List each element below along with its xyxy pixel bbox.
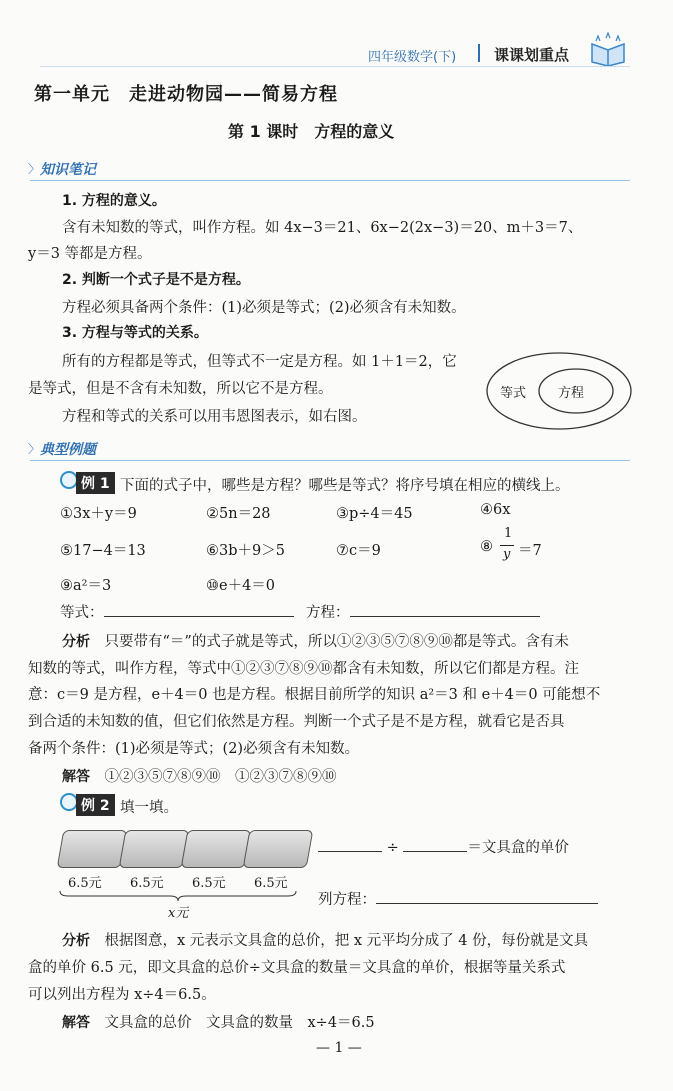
example-2-analysis-line-2: 盒的单价 6.5 元，即文具盒的总价÷文具盒的数量＝文具盒的单价，根据等量关系式 (28, 960, 566, 976)
example-2-analysis-label: 分析 (62, 933, 90, 949)
pencil-box-1 (57, 830, 128, 868)
section-examples-label: 典型例题 (40, 442, 96, 458)
note-3-line-1: 所有的方程都是等式，但等式不一定是方程。如 1＋1＝2，它 (62, 354, 457, 370)
fill-rest-text: ＝文具盒的单价 (467, 840, 569, 856)
example-1-question: 下面的式子中，哪些是方程？哪些是等式？将序号填在相应的横线上。 (120, 478, 570, 494)
pencil-box-3 (181, 830, 252, 868)
note-3-line-3: 方程和等式的关系可以用韦恩图表示，如右图。 (62, 409, 367, 425)
fraction-numerator: 1 (504, 526, 513, 541)
example-1-item-10: ⑩e＋4＝0 (206, 578, 276, 594)
example-1-item-6: ⑥3b＋9＞5 (206, 543, 285, 559)
note-2-title: 2. 判断一个式子是不是方程。 (62, 272, 250, 288)
example-1-item-3: ③p÷4＝45 (336, 506, 413, 522)
pencil-box-figure (56, 826, 306, 926)
divide-sign: ÷ (386, 840, 399, 856)
note-1-line-2: y＝3 等都是方程。 (28, 246, 152, 262)
note-3-title: 3. 方程与等式的关系。 (62, 325, 208, 341)
section-arrow-icon: 〉 (28, 442, 41, 456)
book-icon (588, 32, 628, 70)
example-1-item-4: ④6x (480, 502, 511, 518)
example-1-badge: 例 1 (76, 472, 115, 494)
section-notes-label: 知识笔记 (40, 162, 96, 178)
lesson-title: 第 1 课时 方程的意义 (228, 122, 395, 141)
fraction-denominator: y (503, 547, 511, 562)
example-1-analysis-line-1 (62, 630, 569, 651)
page-number: — 1 — (316, 1040, 362, 1056)
note-2-line-1: 方程必须具备两个条件：(1)必须是等式；(2)必须含有未知数。 (62, 300, 466, 316)
price-label-4: 6.5元 (254, 876, 288, 891)
total-label: x元 (168, 906, 189, 921)
example-1-formula-label (306, 601, 540, 622)
total-brace (58, 889, 298, 903)
price-label-2: 6.5元 (130, 876, 164, 891)
example-1-equation-label (60, 601, 294, 622)
example-1-item-8-num: ⑧ (480, 539, 493, 555)
answer-text: 文具盒的总价 文具盒的数量 x÷4＝6.5 (104, 1015, 375, 1031)
equation-label: 等式： (60, 605, 104, 621)
formula-answer-blank[interactable] (350, 602, 540, 617)
formula-label: 方程： (306, 605, 350, 621)
analysis-text: 根据图意，x 元表示文具盒的总价，把 x 元平均分成了 4 份，每份就是文具 (104, 933, 589, 949)
example-2-badge: 例 2 (76, 794, 115, 816)
example-1-item-8-rest: ＝7 (518, 543, 542, 559)
venn-outer-label: 等式 (500, 386, 527, 401)
fraction-bar (500, 545, 514, 546)
equation-blank[interactable] (376, 889, 598, 904)
price-label-1: 6.5元 (68, 876, 102, 891)
example-1-analysis-label: 分析 (62, 634, 90, 650)
price-label-3: 6.5元 (192, 876, 226, 891)
equation-label: 列方程： (318, 892, 376, 908)
example-2-answer (62, 1011, 375, 1032)
section-arrow-icon: 〉 (28, 162, 41, 176)
example-1-item-7: ⑦c＝9 (336, 543, 381, 559)
answer-text: ①②③⑤⑦⑧⑨⑩ ①②③⑦⑧⑨⑩ (104, 769, 337, 785)
note-1-title: 1. 方程的意义。 (62, 193, 166, 209)
venn-inner-label: 方程 (558, 386, 585, 401)
note-3-line-2: 是等式，但是不含有未知数，所以它不是方程。 (28, 381, 333, 397)
example-1-analysis-line-2: 知数的等式，叫作方程，等式中①②③⑦⑧⑨⑩都含有未知数，所以它们都是方程。注 (28, 661, 579, 677)
example-1-analysis-line-3: 意：c＝9 是方程，e＋4＝0 也是方程。根据目前所学的知识 a²＝3 和 e＋4＝0 可能想不 (28, 687, 601, 703)
example-2-analysis-line-1 (62, 929, 588, 950)
section-examples-rule (30, 460, 630, 461)
example-1-item-1: ①3x＋y＝9 (60, 506, 137, 522)
example-2-equation-row (318, 888, 598, 909)
fill-blank-2[interactable] (403, 837, 467, 852)
header-series: 课课划重点 (494, 46, 570, 64)
example-1-item-5: ⑤17−4＝13 (60, 543, 146, 559)
example-1-answer (62, 765, 337, 786)
example-2-answer-label: 解答 (62, 1015, 90, 1031)
example-2-analysis-line-3: 可以列出方程为 x÷4＝6.5。 (28, 987, 216, 1003)
analysis-text: 只要带有“＝”的式子就是等式，所以①②③⑤⑦⑧⑨⑩都是等式。含有未 (104, 634, 569, 650)
header-divider (478, 44, 480, 62)
fill-blank-1[interactable] (318, 837, 382, 852)
page-header (0, 0, 673, 70)
unit-title: 第一单元 走进动物园——简易方程 (34, 84, 338, 105)
example-1-answer-label: 解答 (62, 769, 90, 785)
note-1-line-1: 含有未知数的等式，叫作方程。如 4x−3＝21、6x−2(2x−3)＝20、m＋3＝7、 (62, 220, 583, 236)
venn-diagram (484, 350, 634, 432)
example-2-fill-row (318, 836, 569, 857)
pencil-box-2 (119, 830, 190, 868)
example-1-analysis-line-4: 到合适的未知数的值，但它们依然是方程。判断一个式子是不是方程，就看它是否具 (28, 714, 565, 730)
example-2-question: 填一填。 (120, 800, 178, 816)
equation-answer-blank[interactable] (104, 602, 294, 617)
example-1-item-9: ⑨a²＝3 (60, 578, 112, 594)
example-1-item-2: ②5n＝28 (206, 506, 271, 522)
section-notes-rule (30, 180, 630, 181)
pencil-box-4 (243, 830, 314, 868)
header-rule (40, 66, 630, 67)
example-1-analysis-line-5: 备两个条件：(1)必须是等式；(2)必须含有未知数。 (28, 741, 360, 757)
header-subtitle: 四年级数学(下) (368, 50, 457, 65)
